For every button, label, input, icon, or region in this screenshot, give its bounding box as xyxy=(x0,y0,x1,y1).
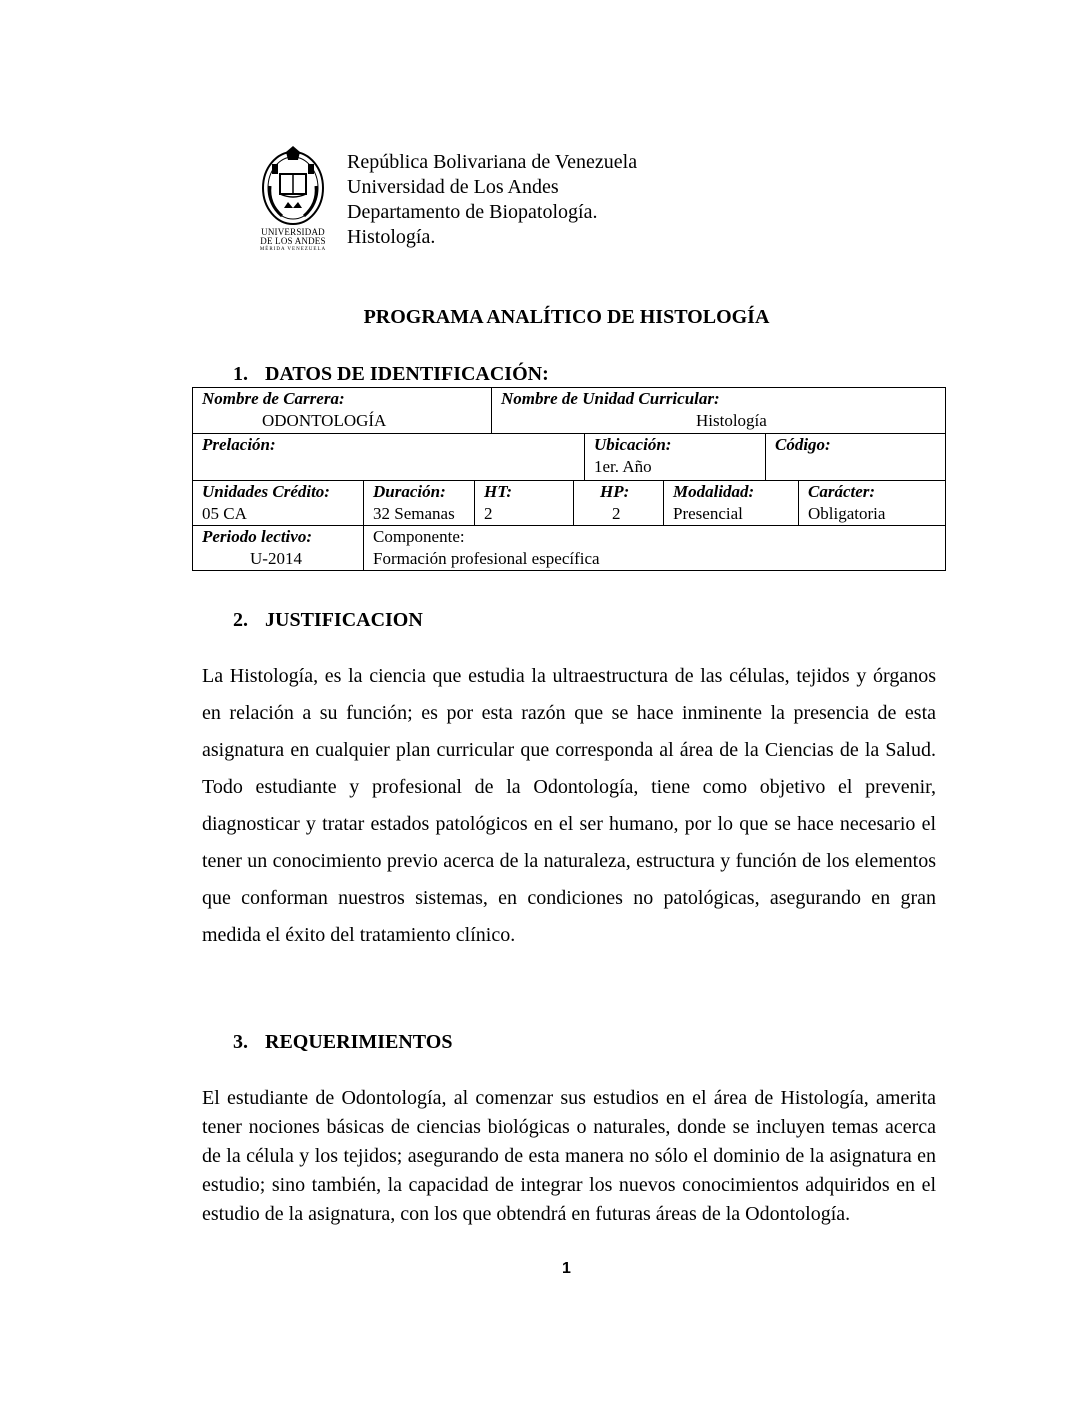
institution-lines xyxy=(347,150,637,250)
cell-ht: HT: 2 xyxy=(475,481,574,526)
cell-codigo: Código: xyxy=(766,434,945,481)
section-3-heading: 3. REQUERIMIENTOS xyxy=(233,1031,453,1053)
cell-unidades-credito: Unidades Crédito: 05 CA xyxy=(193,481,364,526)
header-line-republic: República Bolivariana de Venezuela xyxy=(347,151,638,173)
cell-nombre-carrera: Nombre de Carrera: ODONTOLOGÍA xyxy=(193,388,492,434)
header-line-university: Universidad de Los Andes xyxy=(347,176,559,198)
cell-hp: HP: 2 xyxy=(574,481,664,526)
document-header xyxy=(258,146,858,256)
identification-table xyxy=(192,387,946,571)
cell-caracter: Carácter: Obligatoria xyxy=(799,481,945,526)
cell-prelacion: Prelación: xyxy=(193,434,585,481)
header-line-department: Departamento de Biopatología. xyxy=(347,201,598,223)
header-line-subject: Histología. xyxy=(347,226,436,248)
cell-ubicacion: Ubicación: 1er. Año xyxy=(585,434,766,481)
requerimientos-paragraph: El estudiante de Odontología, al comenzar sus estudios en el área de Histología, amerita tener nociones básicas de ciencias biológicas o naturales, donde se incluyen temas acerca de la célula y los tejidos; asegurando de esta manera no sólo el dominio de la asignatura en estudio; sino también, la capacidad de integrar los nuevos conocimientos adquiridos en el estudio de la asignatura, con los que obtendrá en futuras áreas de la Odontología. xyxy=(202,1087,936,1225)
section-2-heading: 2. JUSTIFICACION xyxy=(233,609,423,631)
section-1-heading: 1. DATOS DE IDENTIFICACIÓN: xyxy=(233,363,549,385)
logo-text: UNIVERSIDAD DE LOS ANDES MÉRIDA VENEZUELA xyxy=(259,227,327,252)
cell-modalidad: Modalidad: Presencial xyxy=(664,481,799,526)
cell-duracion: Duración: 32 Semanas xyxy=(364,481,475,526)
document-title: PROGRAMA ANALÍTICO DE HISTOLOGÍA xyxy=(363,306,770,328)
cell-periodo-lectivo: Periodo lectivo: U-2014 xyxy=(193,526,364,570)
cell-componente: Componente: Formación profesional específica xyxy=(373,527,600,568)
cell-unidad-curricular: Nombre de Unidad Curricular: Histología xyxy=(492,388,945,434)
page-number: 1 xyxy=(562,1260,571,1277)
justificacion-paragraph: La Histología, es la ciencia que estudia la ultraestructura de las células, tejidos y órganos en relación a su función; es por esta razón que se hace inminente la presencia de esta asignatura en cualquier plan curricular que corresponda al área de la Ciencias de la Salud. Todo estudiante y profesional de la Odontología, tiene como objetivo el prevenir, diagnosticar y tratar estados patológicos en el ser humano, por lo que se hace necesario el tener un conocimiento previo acerca de la naturaleza, estructura y función de los elementos que conforman nuestros sistemas, en condiciones no patológicas, asegurando en gran medida el éxito del tratamiento clínico. xyxy=(202,665,936,946)
university-logo xyxy=(258,146,328,256)
university-seal-icon xyxy=(258,146,328,228)
